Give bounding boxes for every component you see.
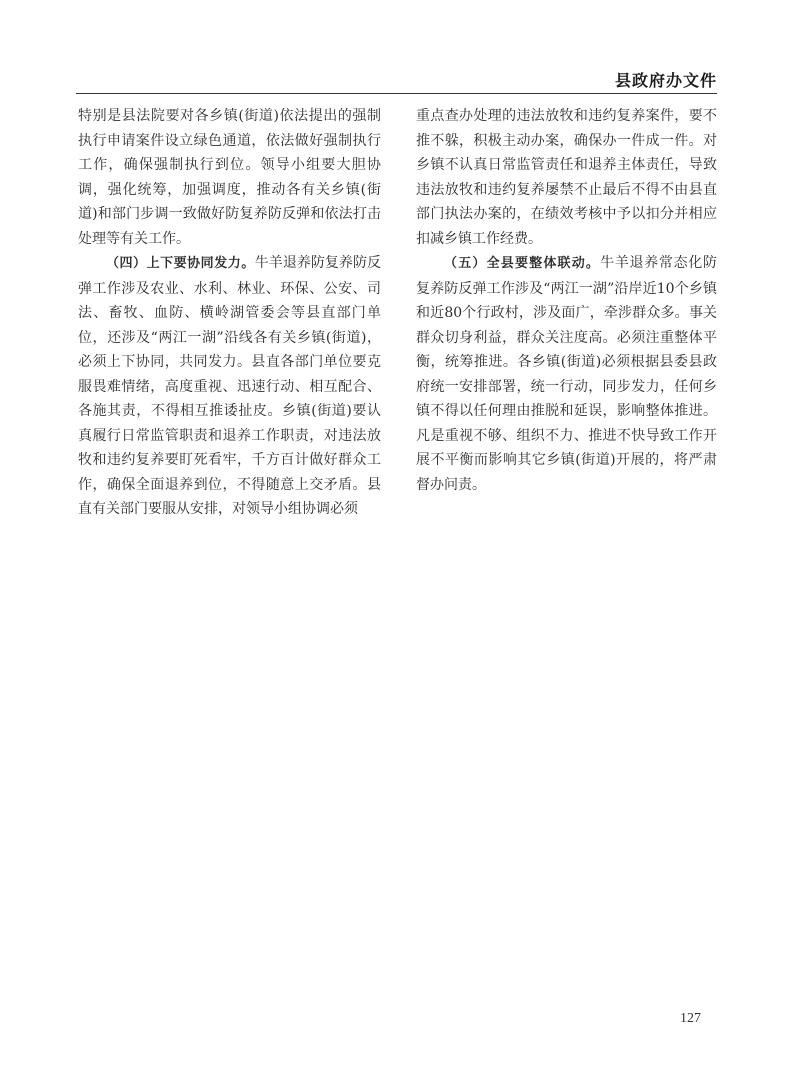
right-column — [416, 104, 717, 497]
paragraph-section-four — [78, 251, 381, 522]
section-five-heading: （五）全县要整体联动。 — [444, 256, 601, 271]
section-five-body: 牛羊退养常态化防复养防反弹工作涉及“两江一湖”沿岸近10个乡镇和近80个行政村，涉及面广，牵涉群众多。事关群众切身利益，群众关注度高。必须注重整体平衡，统筹推进。各乡镇(街道)必须根据县委县政府统一安排部署，统一行动，同步发力，任何乡镇不得以任何理由推脱和延误，影响整体推进。凡是重视不够、组织不力、推进不快导致工作开展不平衡而影响其它乡镇(街道)开展的，将严肃督办问责。 — [416, 255, 717, 493]
page-number: 127 — [680, 1011, 701, 1026]
paragraph-section-five — [416, 251, 717, 497]
header-title: 县政府办文件 — [614, 71, 717, 90]
paragraph-continuation: 特别是县法院要对各乡镇(街道)依法提出的强制执行申请案件设立绿色通道，依法做好强制执行工作，确保强制执行到位。领导小组要大胆协调，强化统筹，加强调度，推动各有关乡镇(街道)和部门步调一致做好防复养防反弹和依法打击处理等有关工作。 — [78, 108, 381, 247]
header-rule — [76, 93, 717, 94]
section-four-body: 牛羊退养防复养防反弹工作涉及农业、水利、林业、环保、公安、司法、畜牧、血防、横岭湖管委会等县直部门单位，还涉及“两江一湖”沿线各有关乡镇(街道)，必须上下协同，共同发力。县直各部门单位要克服畏难情绪，高度重视、迅速行动、相互配合、各施其责，不得相互推诿扯皮。乡镇(街道)要认真履行日常监管职责和退养工作职责，对违法放牧和违约复养要盯死看牢，千方百计做好群众工作，确保全面退养到位，不得随意上交矛盾。县直有关部门要服从安排，对领导小组协调必须 — [78, 255, 381, 517]
section-four-heading: （四）上下要协同发力。 — [106, 256, 255, 271]
paragraph-continuation-right: 重点查办处理的违法放牧和违约复养案件，要不推不躲，积极主动办案，确保办一件成一件。对乡镇不认真日常监管责任和退养主体责任，导致违法放牧和违约复养屡禁不止最后不得不由县直部门执法办案的，在绩效考核中予以扣分并相应扣减乡镇工作经费。 — [416, 108, 717, 247]
left-column — [78, 104, 381, 522]
